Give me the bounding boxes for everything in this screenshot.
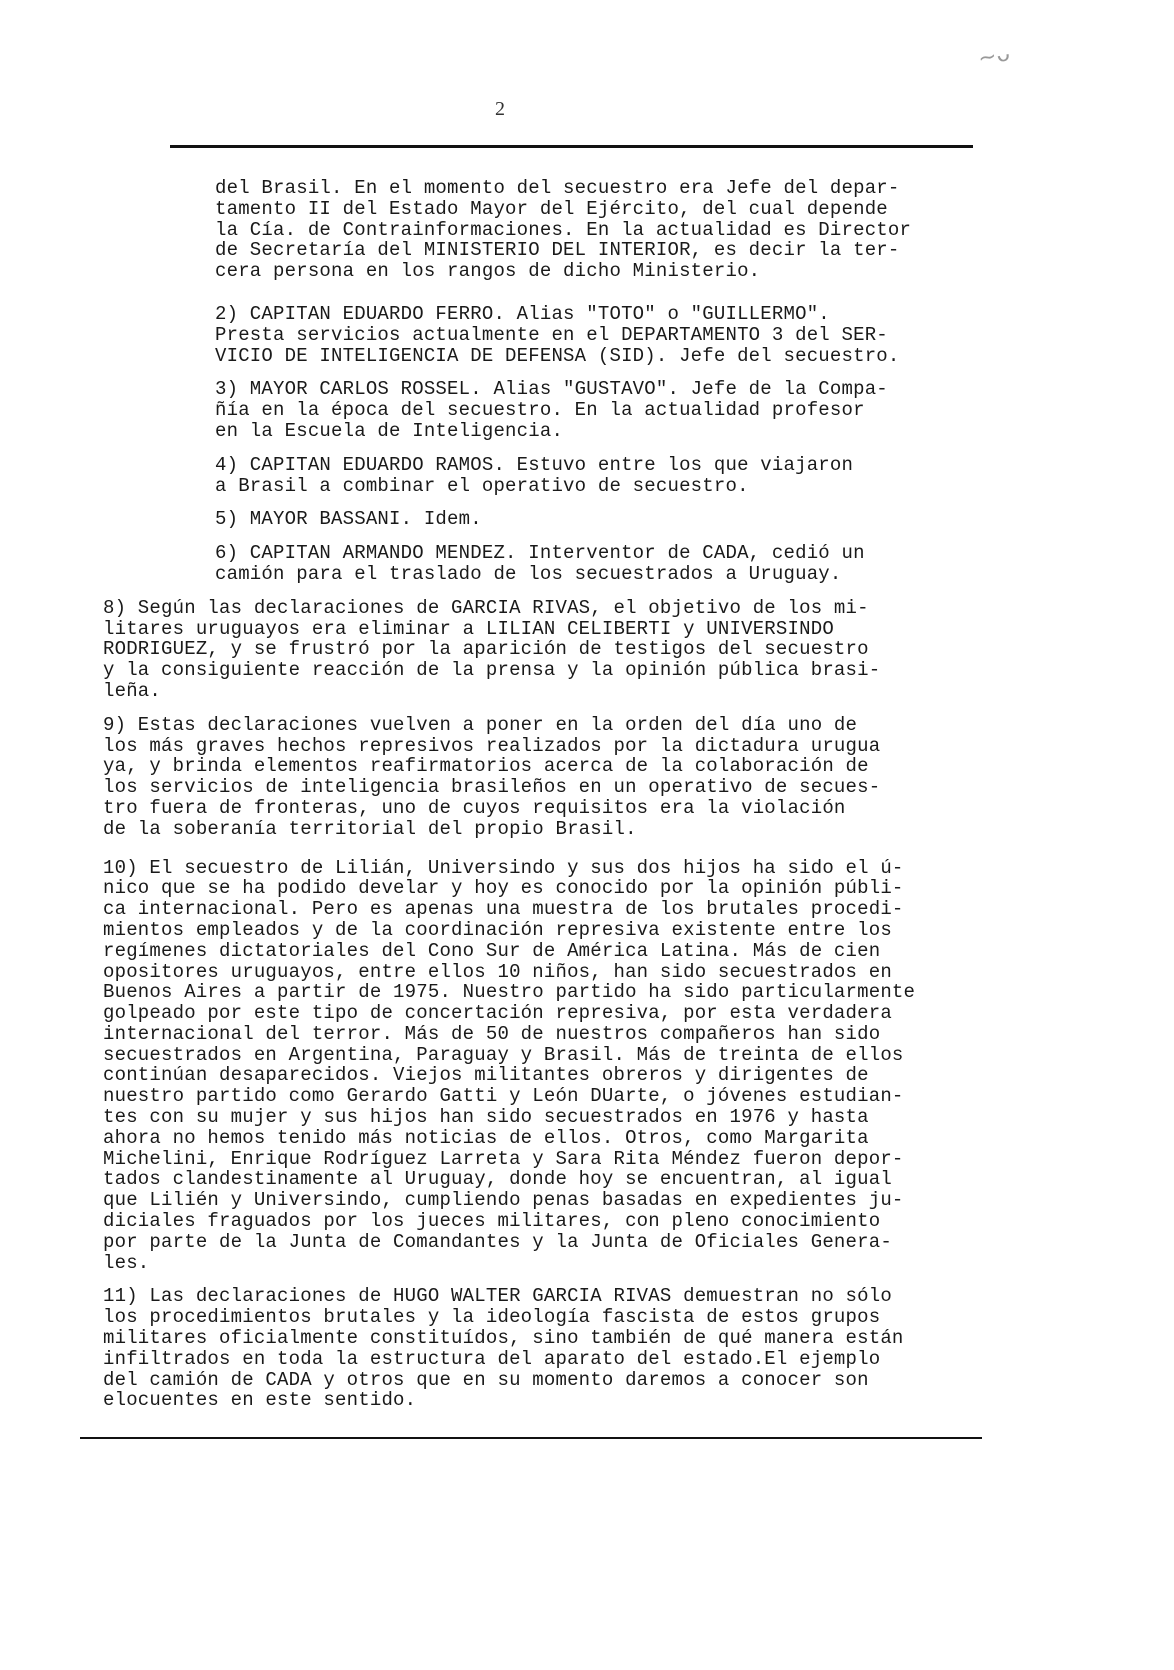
paragraph-9: 9) Estas declaraciones vuelven a poner en la orden del día uno de los más graves hechos represivos realizados por la dictadura urugua ya, y brinda elementos reafirmatorios acerca de la colaboración de los servicios de inteligencia brasileños en un operativo de secues- tro fuera de fronteras, uno de cuyos requisitos era la violación de la soberanía territorial del propio Brasil.	[103, 713, 881, 840]
footer-divider	[80, 1437, 982, 1439]
page-number: 2	[495, 98, 505, 120]
document-body	[0, 178, 1102, 1411]
list-item-6: 6) CAPITAN ARMANDO MENDEZ. Interventor de CADA, cedió un camión para el traslado de los secuestrados a Uruguay.	[215, 542, 865, 585]
list-item-4: 4) CAPITAN EDUARDO RAMOS. Estuvo entre los que viajaron a Brasil a combinar el operativo de secuestro.	[215, 453, 854, 497]
paragraph-10: 10) El secuestro de Lilián, Universindo y sus dos hijos ha sido el ú- nico que se ha podido develar y hoy es conocido por la opinión públi- ca internacional. Pero es apenas una muestra de los brutales procedi- mientos empleados y de la coordinación represiva existente entre los regímenes dictatoriales del Cono Sur de América Latina. Más de cien opositores uruguayos, entre ellos 10 niños, han sido secuestrados en Buenos Aires a partir de 1975. Nuestro partido ha sido particularmente golpeado por este tipo de concertación represiva, por esta verdadera internacional del terror. Más de 50 de nuestros compañeros han sido secuestrados en Argentina, Paraguay y Brasil. Más de treinta de ellos continúan desaparecidos. Viejos militantes obreros y dirigentes de nuestro partido como Gerardo Gatti y León DUarte, o jóvenes estudian- tes con su mujer y sus hijos han sido secuestrados en 1976 y hasta ahora no hemos tenido más noticias de ellos. Otros, como Margarita Michelini, Enrique Rodríguez Larreta y Sara Rita Méndez fueron depor- tados clandestinamente al Uruguay, donde hoy se encuentran, al igual que Lilién y Universindo, cumpliendo penas basadas en expedientes ju- diciales fraguados por los jueces militares, con pleno conocimiento por parte de la Junta de Comandantes y la Junta de Oficiales Genera- les.	[103, 856, 916, 1274]
header-divider	[170, 145, 973, 148]
list-item-3: 3) MAYOR CARLOS ROSSEL. Alias "GUSTAVO". Jefe de la Compa- ñía en la época del secuestro. En la actualidad profesor en la Escuela de Inteligencia.	[215, 378, 888, 442]
paragraph-continuation: del Brasil. En el momento del secuestro era Jefe del depar- tamento II del Estado Mayor del Ejército, del cual depende la Cía. de Contrainformaciones. En la actualidad es Director de Secretaría del MINISTERIO DEL INTERIOR, es decir la ter- cera persona en los rangos de dicho Ministerio.	[215, 177, 912, 283]
list-item-2: 2) CAPITAN EDUARDO FERRO. Alias "TOTO" o "GUILLERMO". Presta servicios actualmente en el DEPARTAMENTO 3 del SER- VICIO DE INTELIGENCIA DE DEFENSA (SID). Jefe del secuestro.	[215, 302, 900, 367]
paragraph-11: 11) Las declaraciones de HUGO WALTER GARCIA RIVAS demuestran no sólo los procedimientos brutales y la ideología fascista de estos grupos militares oficialmente constituídos, sino también de qué manera están infiltrados en toda la estructura del aparato del estado.El ejemplo del camión de CADA y otros que en su momento daremos a conocer son elocuentes en este sentido.	[103, 1285, 904, 1412]
list-item-5: 5) MAYOR BASSANI. Idem.	[215, 508, 482, 531]
stamp-mark-icon: ~ᴗ	[975, 40, 1013, 73]
paragraph-8: 8) Según las declaraciones de GARCIA RIVAS, el objetivo de los mi- litares uruguayos era eliminar a LILIAN CELIBERTI y UNIVERSINDO RODRIGUEZ, y se frustró por la aparición de testigos del secuestro y la consiguiente reacción de la prensa y la opinión pública brasi- leña.	[103, 596, 881, 702]
